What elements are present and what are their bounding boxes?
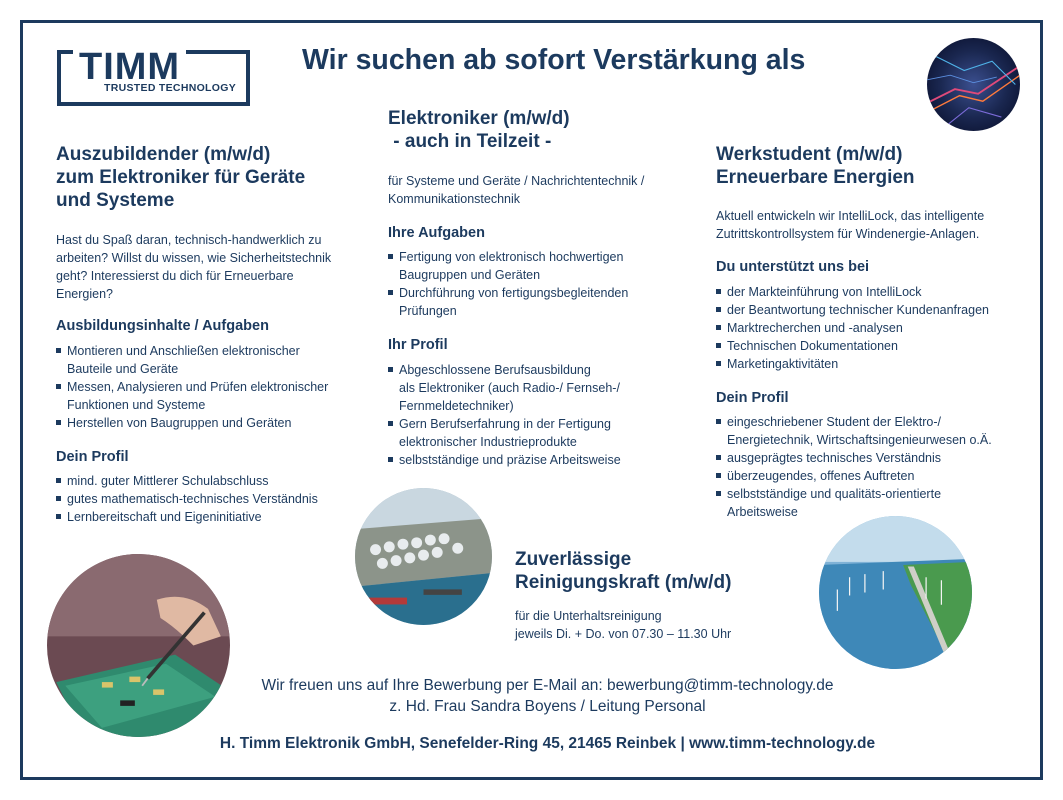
list-item: gutes mathematisch-technisches Verständnis <box>56 490 318 508</box>
contact-line-2: z. Hd. Frau Sandra Boyens / Leitung Personal <box>389 698 706 715</box>
list-item: Lernbereitschaft und Eigeninitiative <box>56 508 318 526</box>
cleaning-title: Zuverlässige Reinigungskraft (m/w/d) <box>515 549 732 593</box>
student-intro: Aktuell entwickeln wir IntelliLock, das intelligente Zutrittskontrollsystem für Windenergie-Anlagen. <box>716 209 985 241</box>
logo-name: TIMM <box>73 47 186 87</box>
electronics-tasks-list <box>388 248 628 320</box>
list-item: Marketingaktivitäten <box>716 355 989 373</box>
company-logo <box>57 46 250 106</box>
apprentice-profile-heading: Dein Profil <box>56 449 129 465</box>
list-item: Gern Berufserfahrung in der Fertigung elektronischer Industrieprodukte <box>388 415 621 451</box>
contact-line-1: Wir freuen uns auf Ihre Bewerbung per E-Mail an: bewerbung@timm-technology.de <box>261 677 834 694</box>
list-item: eingeschriebener Student der Elektro-/ Energietechnik, Wirtschaftsingenieurwesen o.Ä. <box>716 413 992 449</box>
apprentice-intro: Hast du Spaß daran, technisch-handwerklich zu arbeiten? Willst du wissen, wie Sicherheitstechnik geht? Interessierst du dich für Erneuerbare Energien? <box>56 233 332 301</box>
list-item: Montieren und Anschließen elektronischer Bauteile und Geräte <box>56 342 328 378</box>
apprentice-title: Auszubildender (m/w/d) zum Elektroniker für Geräte und Systeme <box>56 144 306 211</box>
list-item: selbstständige und qualitäts-orientierte Arbeitsweise <box>716 485 992 521</box>
list-item: Messen, Analysieren und Prüfen elektronischer Funktionen und Systeme <box>56 378 328 414</box>
list-item: Technischen Dokumentationen <box>716 337 989 355</box>
list-item: der Markteinführung von IntelliLock <box>716 283 989 301</box>
student-tasks-list <box>716 283 989 373</box>
apprentice-tasks-list <box>56 342 328 432</box>
page-headline: Wir suchen ab sofort Verstärkung als <box>302 44 806 76</box>
apprentice-profile-list <box>56 472 318 526</box>
list-item: selbstständige und präzise Arbeitsweise <box>388 451 621 469</box>
list-item: Abgeschlossene Berufsausbildung als Elektroniker (auch Radio-/ Fernseh-/ Fernmeldetechniker) <box>388 361 621 415</box>
wind-farm-image <box>819 516 972 669</box>
list-item: ausgeprägtes technisches Verständnis <box>716 449 992 467</box>
apprentice-tasks-heading: Ausbildungsinhalte / Aufgaben <box>56 318 269 334</box>
cleaning-details: für die Unterhaltsreinigung jeweils Di. + Do. von 07.30 – 11.30 Uhr <box>515 609 732 641</box>
list-item: Fertigung von elektronisch hochwertigen Baugruppen und Geräten <box>388 248 628 284</box>
list-item: Durchführung von fertigungsbegleitenden Prüfungen <box>388 284 628 320</box>
list-item: Herstellen von Baugruppen und Geräten <box>56 414 328 432</box>
circuit-board-image <box>927 38 1020 131</box>
student-title: Werkstudent (m/w/d) Erneuerbare Energien <box>716 144 915 188</box>
footer-address: H. Timm Elektronik GmbH, Senefelder-Ring 45, 21465 Reinbek | www.timm-technology.de <box>219 735 876 752</box>
harbor-tanks-image <box>355 488 492 625</box>
electronics-profile-list <box>388 361 621 469</box>
electronics-profile-heading: Ihr Profil <box>388 337 448 353</box>
electronics-tasks-heading: Ihre Aufgaben <box>388 225 485 241</box>
electronics-intro: für Systeme und Geräte / Nachrichtentechnik / Kommunikationstechnik <box>388 174 645 206</box>
student-tasks-heading: Du unterstützt uns bei <box>716 259 870 275</box>
list-item: der Beantwortung technischer Kundenanfragen <box>716 301 989 319</box>
list-item: Marktrecherchen und -analysen <box>716 319 989 337</box>
list-item: überzeugendes, offenes Auftreten <box>716 467 992 485</box>
student-profile-list <box>716 413 992 521</box>
electronics-title: Elektroniker (m/w/d) - auch in Teilzeit - <box>388 108 570 152</box>
student-profile-heading: Dein Profil <box>716 390 789 406</box>
logo-tagline: TRUSTED TECHNOLOGY <box>104 82 236 94</box>
list-item: mind. guter Mittlerer Schulabschluss <box>56 472 318 490</box>
